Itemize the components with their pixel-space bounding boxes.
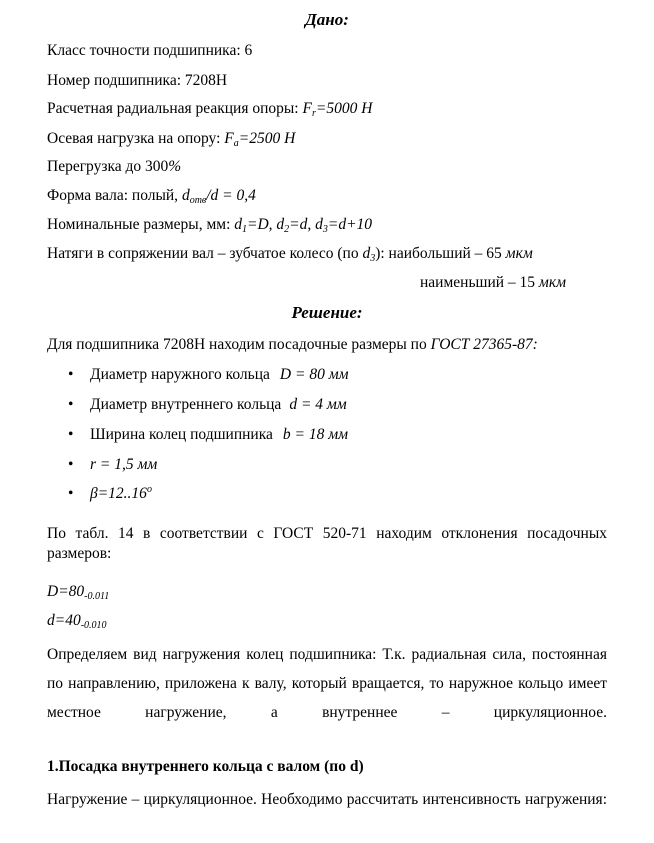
table-reference-paragraph: По табл. 14 в соответствии с ГОСТ 520-71 находим отклонения посадочных размеров: xyxy=(47,525,607,562)
bullet-ring-width: Ширина колец подшипника b = 18 мм xyxy=(90,426,348,443)
bullet-dot: • xyxy=(68,366,74,383)
nominal-sizes-line: Номинальные размеры, мм: $d_1=D$, $d_2=d$, $d_3=d+10$ xyxy=(47,216,373,235)
axial-load-line: Осевая нагрузка на опору: $F_a=2500$ Н xyxy=(47,130,296,149)
accuracy-class-line: Класс точности подшипника: 6 xyxy=(47,42,253,59)
loading-type-paragraph: Определяем вид нагружения колец подшипника: Т.к. радиальная сила, постоянная по направлению, приложена к валу, который вращается, то наружное кольцо имеет местное нагружение, а внутреннее – циркуляционное. xyxy=(47,646,607,721)
solution-heading: Решение: xyxy=(291,303,363,322)
bullet-radius: r = 1,5 мм xyxy=(90,456,158,473)
bullet-dot: • xyxy=(68,426,74,443)
bullet-dot: • xyxy=(68,485,74,502)
given-heading: Дано: xyxy=(305,10,349,29)
bullet-dot: • xyxy=(68,456,74,473)
shaft-form-line: Форма вала: полый, $d_{отв}/d = 0,4$ xyxy=(47,187,256,206)
section1-title: 1.Посадка внутреннего кольца с валом (по d) xyxy=(47,758,364,775)
overload-line: Перегрузка до 300% xyxy=(47,158,182,175)
deviation-d: $d=40_{-0.010}$ xyxy=(47,612,107,631)
bearing-number-line: Номер подшипника: 7208Н xyxy=(47,72,228,89)
interference-min-line: наименьший – 15 мкм xyxy=(420,274,566,291)
section1-paragraph: Нагружение – циркуляционное. Необходимо рассчитать интенсивность нагружения: xyxy=(47,791,607,808)
deviation-D: $D=80_{-0.011}$ xyxy=(47,583,110,602)
solution-intro: Для подшипника 7208Н находим посадочные размеры по ГОСТ 27365-87: xyxy=(47,336,538,353)
radial-reaction-line: Расчетная радиальная реакция опоры: $F_r=5000$ Н xyxy=(47,100,373,119)
bullet-dot: • xyxy=(68,396,74,413)
bullet-angle: $\beta=12..16^о$ xyxy=(90,484,152,502)
bullet-outer-diameter: Диаметр наружного кольца D = 80 мм xyxy=(90,366,349,383)
interference-line: Натяги в сопряжении вал – зубчатое колесо (по $d_3$): наибольший – 65 мкм xyxy=(47,245,533,264)
bullet-inner-diameter: Диаметр внутреннего кольца d = 4 мм xyxy=(90,396,347,413)
